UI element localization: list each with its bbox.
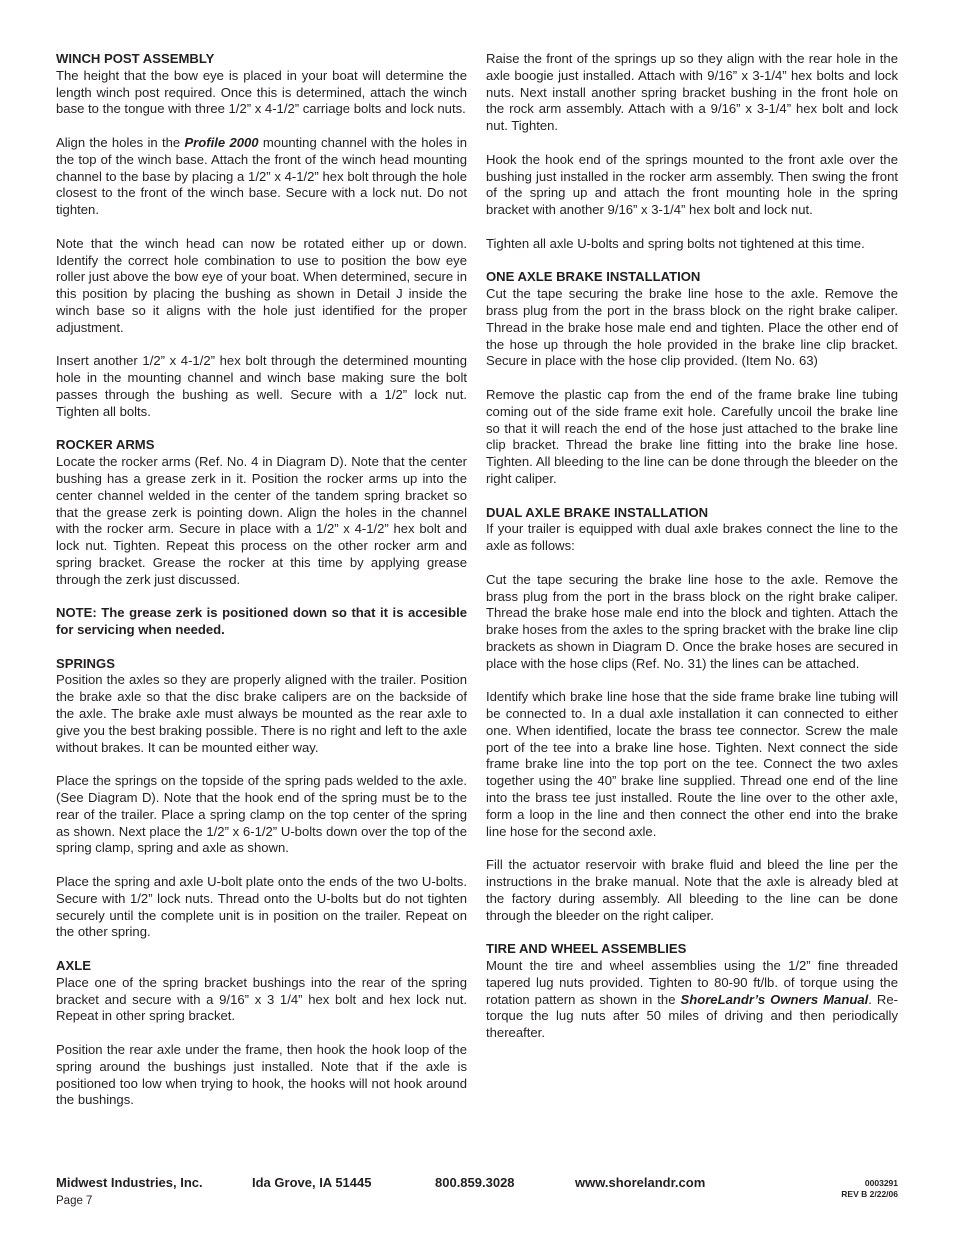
paragraph: Cut the tape securing the brake line hose to the axle. Remove the brass plug from the port in the brass block on the right brake caliper. Thread in the brake hose male end and tighten. Place the other end of the hose up through the hole provided in the brake line clip bracket. Secure in place with the hose clip provided. (Item No. 63) [486,286,898,369]
right-column [486,51,898,1059]
section-heading: WINCH POST ASSEMBLY [56,51,215,66]
paragraph: If your trailer is equipped with dual axle brakes connect the line to the axle as follows: [486,521,898,554]
paragraph-text: mounting channel with the holes in the top of the winch base. Attach the front of the winch head mounting channel to the base by placing a 1/2” x 4-1/2” hex bolt through the hole closest to the front of the winch base. Secure with a lock nut. Do not tighten. [56,134,467,218]
paragraph-text: Align the holes in the [56,134,185,150]
page-number: Page 7 [56,1195,93,1207]
paragraph: Locate the rocker arms (Ref. No. 4 in Diagram D). Note that the center bushing has a grease zerk in it. Position the rocker arms up into the center channel welded in the center of the tandem spring bracket so that the grease zerk is pointing down. Align the holes in the channel with the rocker arm. Secure in place with a 1/2” x 4-1/2” hex bolt and lock nut. Tighten. Repeat this process on the other rocker arm and spring bracket. Grease the rocker at this time by applying grease through the zerk just discussed. [56,454,467,587]
paragraph: Insert another 1/2” x 4-1/2” hex bolt through the determined mounting hole in the mounting channel and winch base making sure the bolt passes through the bushing as well. Secure with a 1/2” lock nut. Tighten all bolts. [56,353,467,419]
paragraph: Identify which brake line hose that the side frame brake line tubing will be connected to. In a dual axle installation it can connected to either one. When identified, locate the brass tee connector. Screw the male port of the tee into a brake line hose. Tighten. Next connect the side frame brake line into the top port on the tee. Connect the two axles together using the 40” brake line supplied. Thread one end of the line into the brass tee just installed. Route the line over to the other axle, form a loop in the line and then connect the other end into the brake line hose for the second axle. [486,689,898,839]
manual-title: ShoreLandr’s Owners Manual [680,991,869,1007]
page-footer [56,1175,898,1215]
company-website: www.shorelandr.com [575,1175,706,1190]
paragraph: Place the springs on the topside of the spring pads welded to the axle. (See Diagram D). Note that the hook end of the spring must be to the rear of the trailer. Place a spring clamp on the top center of the spring as shown. Next place the 1/2” x 6-1/2” U-bolts down over the top of the spring clamp, spring and axle as shown. [56,773,467,856]
paragraph-text: . Re-torque the lug nuts after 50 miles of driving and then periodically thereafter. [486,991,898,1041]
axle-continued-section [486,51,898,253]
paragraph: Tighten all axle U-bolts and spring bolts not tightened at this time. [486,235,865,251]
paragraph: Note that the winch head can now be rotated either up or down. Identify the correct hole combination to use to position the bow eye roller just above the bow eye of your boat. When determined, secure in this position by placing the bushing as shown in Detail J inside the winch base so it aligns with the hole just identified for the proper adjustment. [56,235,467,335]
paragraph: The height that the bow eye is placed in your boat will determine the length winch post required. Once this is determined, attach the winch base to the tongue with three 1/2” x 4-1/2” carriage bolts and lock nuts. [56,67,467,117]
paragraph: Position the rear axle under the frame, then hook the hook loop of the spring around the bushings just installed. Note that if the axle is positioned too low when trying to hook, the hooks will not hook around the bushings. [56,1042,467,1108]
paragraph: Place one of the spring bracket bushings into the rear of the spring bracket and secure with a 9/16” x 3 1/4” hex bolt and hex lock nut. Repeat in other spring bracket. [56,974,467,1024]
paragraph: Hook the hook end of the springs mounted to the front axle over the bushing just installed in the rocker arm assembly. Then swing the front of the spring up and attach the front mounting hole in the spring bracket with another 9/16” x 3-1/4” hex bolt and lock nut. [486,151,898,218]
product-name: Profile 2000 [184,134,259,150]
springs-section [56,656,467,942]
section-heading: TIRE AND WHEEL ASSEMBLIES [486,941,687,957]
paragraph: Position the axles so they are properly aligned with the trailer. Position the brake axle so that the disc brake calipers are on the backside of the axle. The brake axle must always be mounted as the rear axle to give you the best braking possible. There is no right and left to the axle without brakes. It can be mounted either way. [56,672,467,755]
paragraph: Place the spring and axle U-bolt plate onto the ends of the two U-bolts. Secure with 1/2” lock nuts. Thread onto the U-bolts but do not tighten securely until the complete unit is in position on the trailer. Repeat on the other spring. [56,874,467,940]
document-revision: REV B 2/22/06 [841,1189,898,1199]
winch-post-assembly-section [56,51,467,421]
company-name: Midwest Industries, Inc. [56,1175,203,1190]
paragraph-text: Mount the tire and wheel assemblies using the 1/2” fine threaded tapered lug nuts provided. Tighten to 80-90 ft/lb. of torque using the rotation pattern as shown in the [486,958,898,1007]
paragraph: Fill the actuator reservoir with brake fluid and bleed the line per the instructions in the brake manual. Note that the axle is already bled at the factory during assembly. All bleeding to the line can be done through the bleeder on the right caliper. [486,857,898,923]
one-axle-brake-section [486,269,898,487]
document-info [841,1178,898,1200]
company-phone: 800.859.3028 [435,1175,515,1190]
section-heading: DUAL AXLE BRAKE INSTALLATION [486,504,709,520]
note-paragraph: NOTE: The grease zerk is positioned down so that it is accesible for servicing when needed. [56,605,467,638]
paragraph [56,135,467,219]
left-column [56,51,467,1126]
dual-axle-brake-section [486,505,898,925]
section-heading: ONE AXLE BRAKE INSTALLATION [486,269,701,285]
axle-section [56,958,467,1109]
document-number: 0003291 [864,1178,898,1188]
paragraph: Cut the tape securing the brake line hose to the axle. Remove the brass plug from the port in the brass block on the right brake caliper. Thread the brake hose male end into the block and tighten. Attach the brake hoses from the axles to the spring bracket with the brake line clip brackets as shown in Diagram D. Once the brake hoses are secured in place with the hose clips (Ref. No. 31) the lines can be attached. [486,571,898,671]
section-heading: ROCKER ARMS [56,437,155,453]
rocker-arms-section [56,437,467,639]
paragraph: Raise the front of the springs up so they align with the rear hole in the axle boogie just installed. Attach with 9/16” x 3-1/4” hex bolts and lock nuts. Next install another spring bracket bushing in the front hole on the rock arm assembly. Attach with a 9/16” x 3-1/4” hex bolt and lock nut. Tighten. [486,51,898,134]
paragraph: Remove the plastic cap from the end of the frame brake line tubing coming out of the side frame exit hole. Carefully uncoil the brake line so that it will reach the end of the hose just attached to the brake line clip bracket. Thread the brake line fitting into the brake line hose. Tighten. All bleeding to the line can be done through the bleeder on the right caliper. [486,386,898,486]
tire-wheel-section [486,941,898,1042]
company-address: Ida Grove, IA 51445 [252,1175,372,1190]
section-heading: AXLE [56,958,91,974]
section-heading: SPRINGS [56,655,115,671]
paragraph [486,958,898,1042]
